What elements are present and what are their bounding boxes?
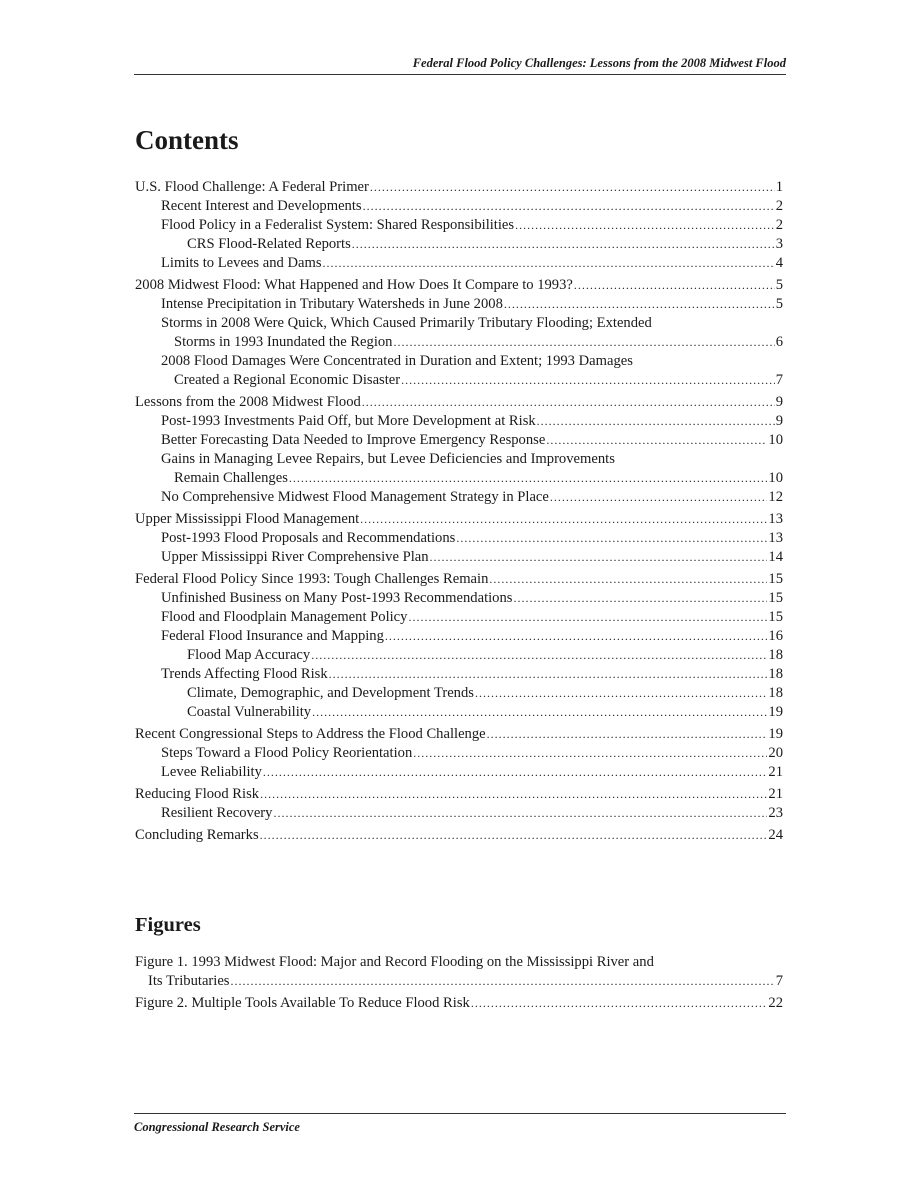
toc-entry[interactable]: Steps Toward a Flood Policy Reorientation ..... 20	[135, 744, 783, 763]
page-number: 7	[775, 372, 783, 388]
toc-entry[interactable]: Federal Flood Policy Since 1993: Tough Challenges Remain ..... 15	[135, 570, 783, 589]
running-header: Federal Flood Policy Challenges: Lessons from the 2008 Midwest Flood	[134, 56, 786, 75]
toc-entry[interactable]: Upper Mississippi River Comprehensive Plan ..... 14	[135, 548, 783, 567]
page-number: 10	[768, 470, 783, 486]
page-number: 18	[768, 685, 783, 701]
toc-entry[interactable]: CRS Flood-Related Reports ..... 3	[135, 235, 783, 254]
toc-entry[interactable]: Resilient Recovery ..... 23	[135, 804, 783, 823]
page-number: 19	[768, 726, 783, 742]
toc-entry[interactable]: Coastal Vulnerability ..... 19	[135, 703, 783, 722]
toc-entry[interactable]: No Comprehensive Midwest Flood Management Strategy in Place ..... 12	[135, 488, 783, 507]
toc-entry[interactable]: U.S. Flood Challenge: A Federal Primer ..... 1	[135, 178, 783, 197]
page-number: 14	[768, 549, 783, 565]
toc-entry[interactable]: Post-1993 Investments Paid Off, but More Development at Risk ..... 9	[135, 412, 783, 431]
toc-entry[interactable]: Trends Affecting Flood Risk ..... 18	[135, 665, 783, 684]
toc-entry[interactable]: Recent Interest and Developments ..... 2	[135, 197, 783, 216]
toc-entry[interactable]: Flood Policy in a Federalist System: Shared Responsibilities ..... 2	[135, 216, 783, 235]
page-number: 5	[775, 277, 783, 293]
page-number: 15	[768, 571, 783, 587]
page-number: 21	[768, 764, 783, 780]
page-number: 13	[768, 511, 783, 527]
toc-entry[interactable]: Climate, Demographic, and Development Trends ..... 18	[135, 684, 783, 703]
page-number: 1	[775, 179, 783, 195]
toc-entry[interactable]: Levee Reliability ..... 21	[135, 763, 783, 782]
toc-entry[interactable]: Federal Flood Insurance and Mapping ..... 16	[135, 627, 783, 646]
contents-list	[135, 178, 783, 845]
contents-heading: Contents	[135, 125, 239, 155]
page-number: 16	[768, 628, 783, 644]
toc-entry[interactable]: Flood and Floodplain Management Policy ..... 15	[135, 608, 783, 627]
toc-entry[interactable]: Limits to Levees and Dams ..... 4	[135, 254, 783, 273]
page-number: 7	[775, 973, 783, 989]
page-number: 23	[768, 805, 783, 821]
page-number: 9	[775, 394, 783, 410]
page-number: 18	[768, 666, 783, 682]
toc-entry[interactable]: Gains in Managing Levee Repairs, but Levee Deficiencies and Improvements Remain Challenges ..... 10	[135, 450, 783, 488]
page-number: 22	[768, 995, 783, 1011]
page-number: 13	[768, 530, 783, 546]
toc-entry[interactable]: Flood Map Accuracy ..... 18	[135, 646, 783, 665]
page-number: 5	[775, 296, 783, 312]
toc-entry[interactable]: Intense Precipitation in Tributary Watersheds in June 2008 ..... 5	[135, 295, 783, 314]
toc-entry[interactable]: Reducing Flood Risk ..... 21	[135, 785, 783, 804]
toc-entry[interactable]: Lessons from the 2008 Midwest Flood ..... 9	[135, 393, 783, 412]
page-number: 20	[768, 745, 783, 761]
figure-entry[interactable]: Figure 2. Multiple Tools Available To Reduce Flood Risk ..... 22	[135, 994, 783, 1013]
toc-entry[interactable]: Recent Congressional Steps to Address the Flood Challenge ..... 19	[135, 725, 783, 744]
figure-entry[interactable]: Figure 1. 1993 Midwest Flood: Major and Record Flooding on the Mississippi River and Its Tributaries ..... 7	[135, 953, 783, 991]
page-number: 15	[768, 609, 783, 625]
toc-entry[interactable]: 2008 Flood Damages Were Concentrated in Duration and Extent; 1993 Damages Created a Regional Economic Disaster ..... 7	[135, 352, 783, 390]
toc-entry[interactable]: Concluding Remarks ..... 24	[135, 826, 783, 845]
page-number: 2	[775, 198, 783, 214]
page-number: 24	[768, 827, 783, 843]
toc-entry[interactable]: Unfinished Business on Many Post-1993 Recommendations ..... 15	[135, 589, 783, 608]
page-number: 21	[768, 786, 783, 802]
page-number: 4	[775, 255, 783, 271]
running-footer: Congressional Research Service	[134, 1113, 786, 1135]
toc-entry[interactable]: 2008 Midwest Flood: What Happened and How Does It Compare to 1993? ..... 5	[135, 276, 783, 295]
page-number: 10	[768, 432, 783, 448]
toc-entry[interactable]: Post-1993 Flood Proposals and Recommendations ..... 13	[135, 529, 783, 548]
page-number: 19	[768, 704, 783, 720]
page-number: 6	[775, 334, 783, 350]
toc-entry[interactable]: Storms in 2008 Were Quick, Which Caused Primarily Tributary Flooding; Extended Storms in 1993 Inundated the Region ..... 6	[135, 314, 783, 352]
page-number: 12	[768, 489, 783, 505]
page-number: 15	[768, 590, 783, 606]
page-number: 3	[775, 236, 783, 252]
toc-entry[interactable]: Better Forecasting Data Needed to Improve Emergency Response ..... 10	[135, 431, 783, 450]
figures-heading: Figures	[135, 914, 201, 936]
page-number: 9	[775, 413, 783, 429]
page-number: 2	[775, 217, 783, 233]
toc-entry[interactable]: Upper Mississippi Flood Management ..... 13	[135, 510, 783, 529]
page-number: 18	[768, 647, 783, 663]
figures-list	[135, 953, 783, 1013]
